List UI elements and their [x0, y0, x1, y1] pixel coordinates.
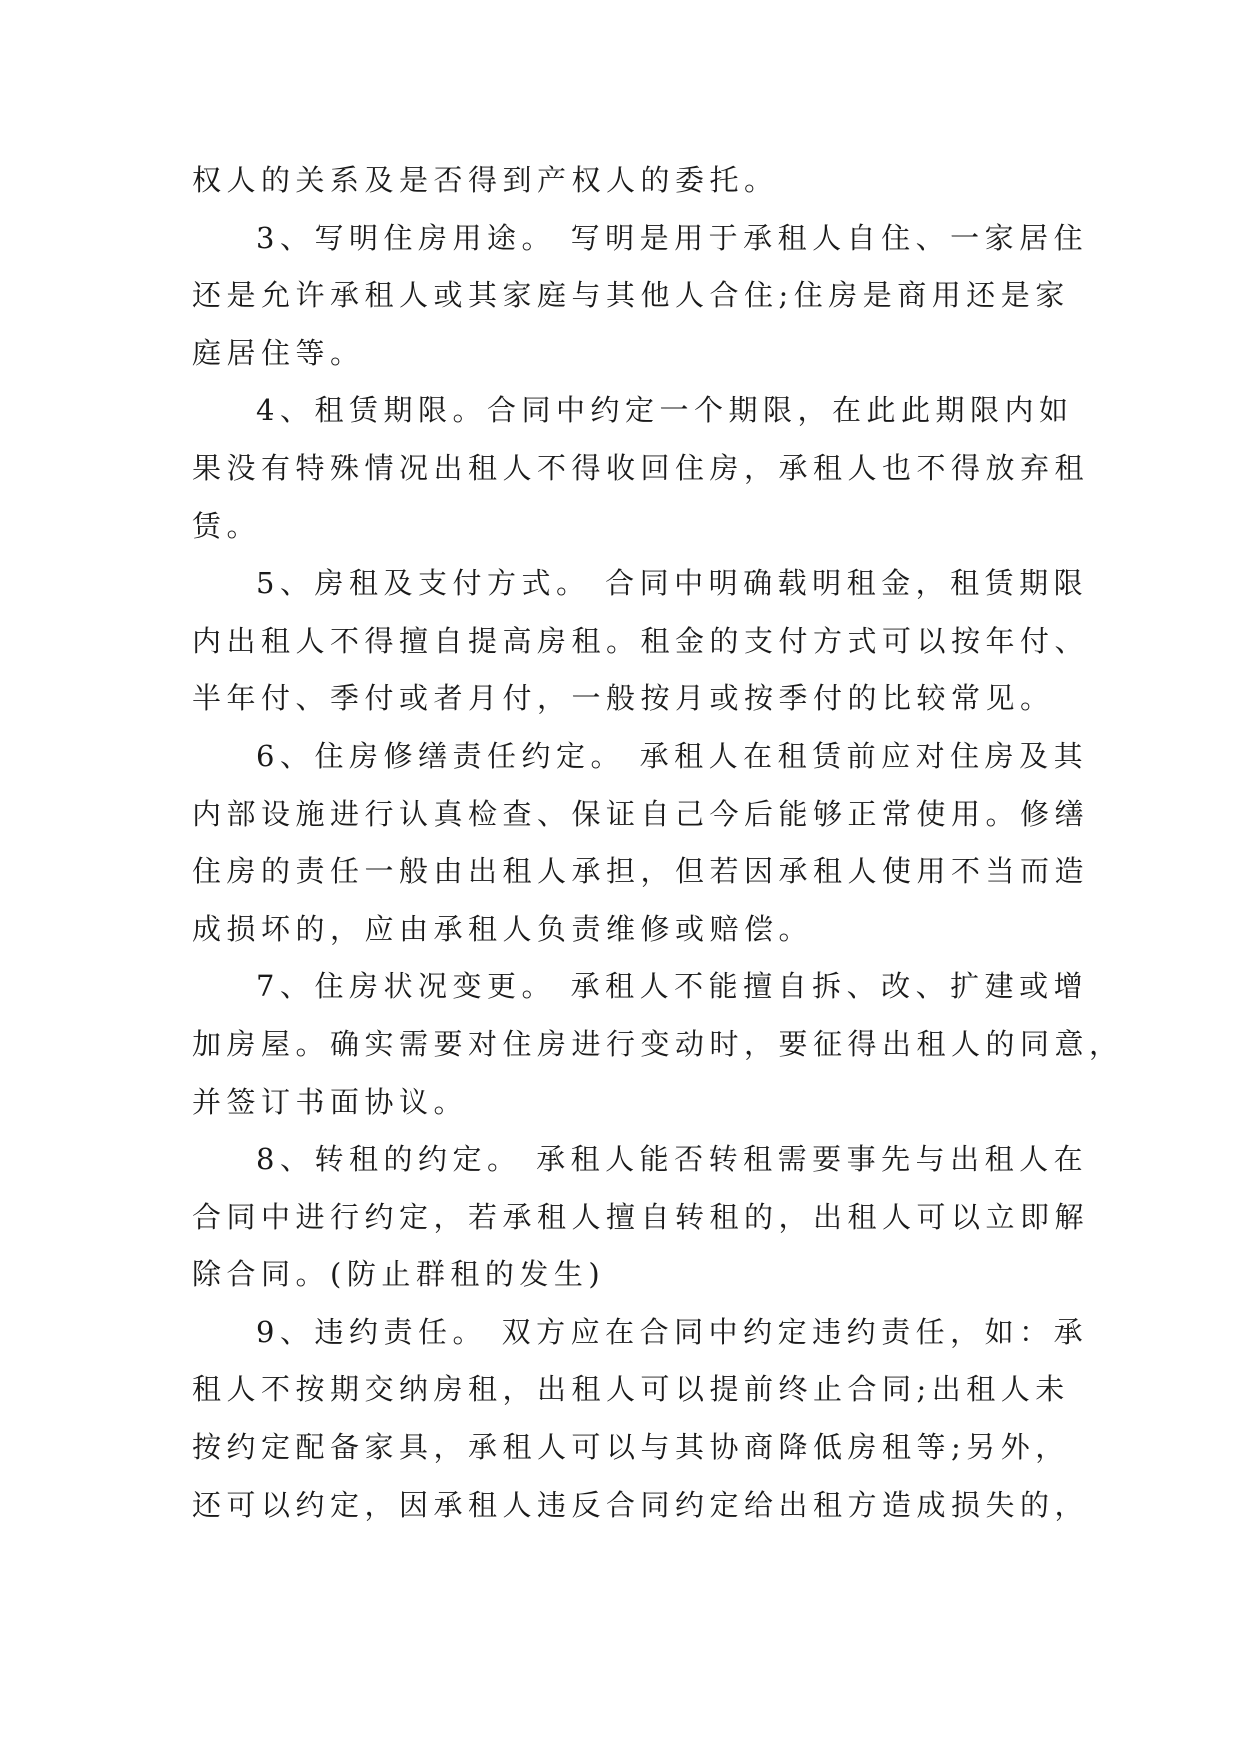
paragraph-line: 内部设施进行认真检查、保证自己今后能够正常使用。修缮: [192, 796, 1090, 831]
paragraph-line: 并签订书面协议。: [192, 1084, 469, 1119]
paragraph-first-line: 7、住房状况变更。 承租人不能擅自拆、改、扩建或增: [256, 969, 1089, 1004]
document-body: [192, 152, 1124, 1534]
paragraph-line: 成损坏的，应由承租人负责维修或赔偿。: [192, 911, 814, 946]
paragraph-line: 赁。: [192, 508, 262, 543]
paragraph-line: 加房屋。确实需要对住房进行变动时，要征得出租人的同意，: [192, 1026, 1124, 1061]
paragraph-line: 合同中进行约定，若承租人擅自转租的，出租人可以立即解: [192, 1199, 1090, 1234]
paragraph-first-line: 5、房租及支付方式。 合同中明确载明租金，租赁期限: [256, 566, 1089, 601]
paragraph-line: 庭居住等。: [192, 335, 365, 370]
paragraph-line: 果没有特殊情况出租人不得收回住房，承租人也不得放弃租: [192, 450, 1090, 485]
paragraph-first-line: 9、违约责任。 双方应在合同中约定违约责任，如：承: [256, 1314, 1089, 1349]
paragraph-line: 按约定配备家具，承租人可以与其协商降低房租等;另外，: [192, 1430, 1070, 1465]
paragraph-first-line: 8、转租的约定。 承租人能否转租需要事先与出租人在: [256, 1142, 1089, 1177]
paragraph-line: 半年付、季付或者月付，一般按月或按季付的比较常见。: [192, 681, 1055, 716]
paragraph-first-line: 3、写明住房用途。 写明是用于承租人自住、一家居住: [256, 220, 1089, 255]
paragraph-line: 除合同。(防止群租的发生): [192, 1257, 606, 1292]
paragraph-line: 租人不按期交纳房租，出租人可以提前终止合同;出租人未: [192, 1372, 1070, 1407]
paragraph-first-line: 6、住房修缮责任约定。 承租人在租赁前应对住房及其: [256, 738, 1089, 773]
paragraph-line: 权人的关系及是否得到产权人的委托。: [192, 163, 779, 197]
paragraph-line: 住房的责任一般由出租人承担，但若因承租人使用不当而造: [192, 854, 1090, 889]
paragraph-first-line: 4、租赁期限。合同中约定一个期限，在此此期限内如: [256, 393, 1074, 428]
paragraph-line: 还可以约定，因承租人违反合同约定给出租方造成损失的，: [192, 1487, 1090, 1522]
paragraph-line: 还是允许承租人或其家庭与其他人合住;住房是商用还是家: [192, 278, 1070, 313]
paragraph-line: 内出租人不得擅自提高房租。租金的支付方式可以按年付、: [192, 623, 1090, 658]
